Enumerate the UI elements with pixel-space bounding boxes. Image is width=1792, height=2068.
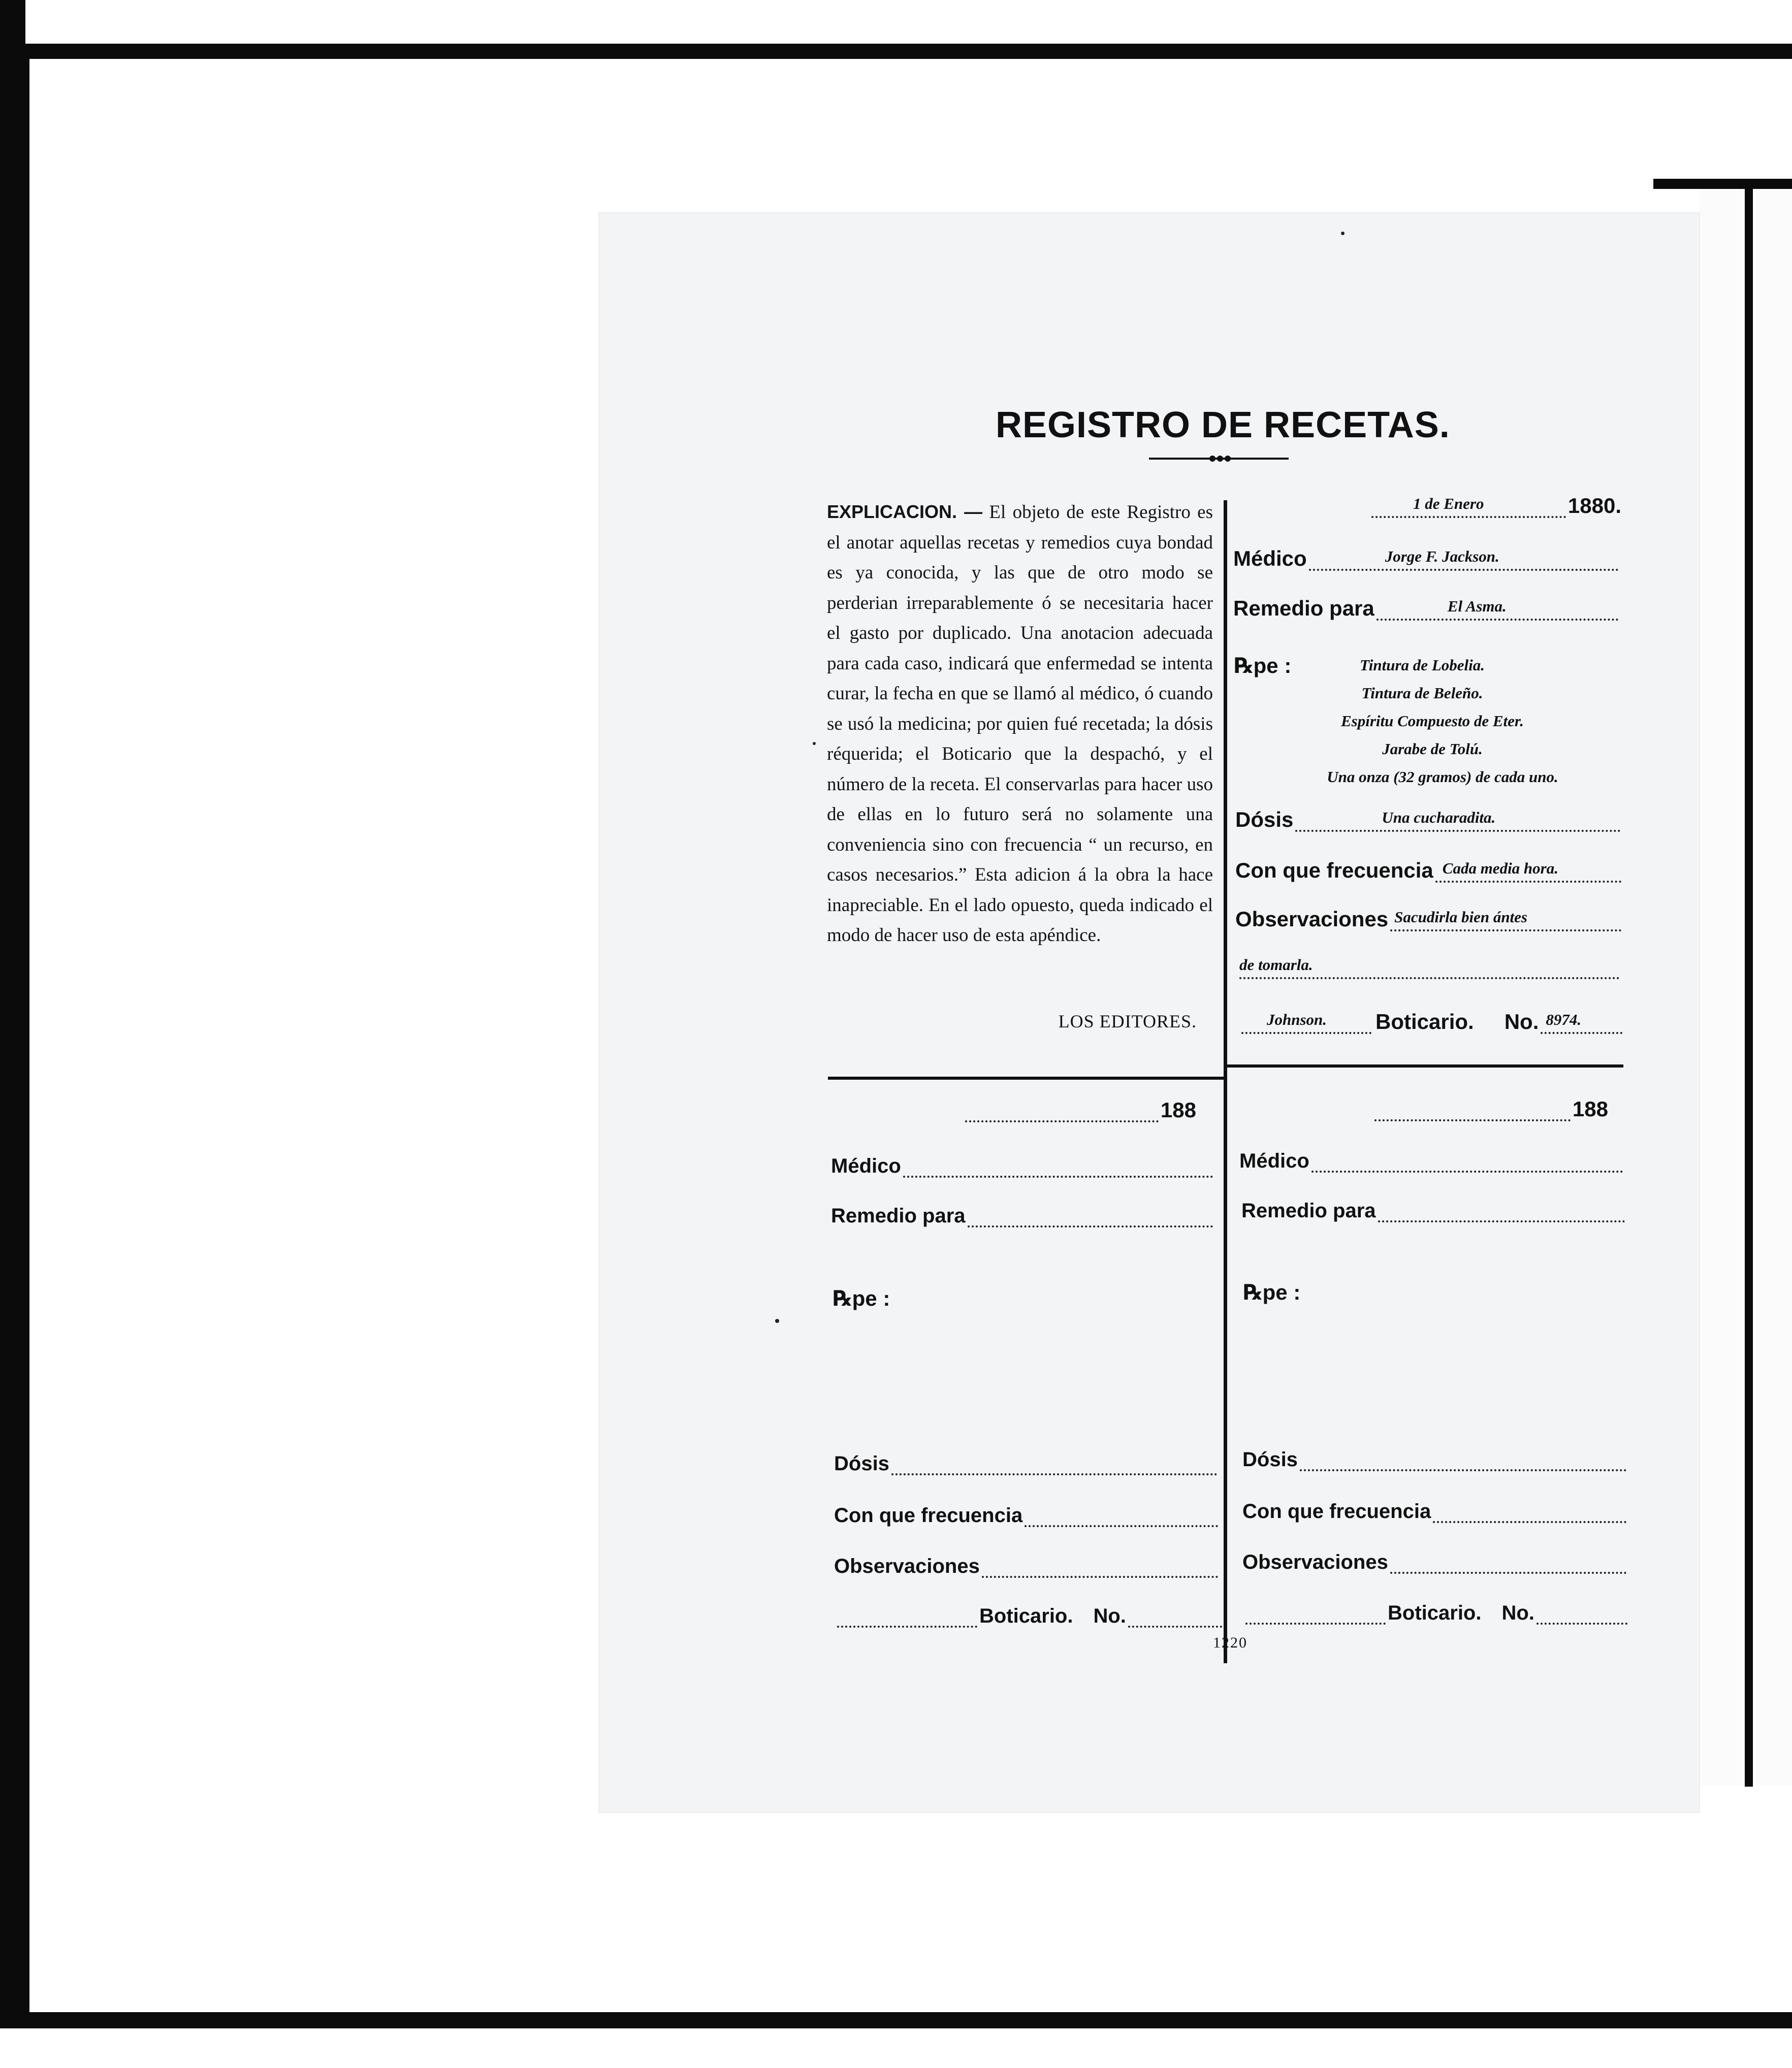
blank-right-rpe-label: ℞pe : (1243, 1280, 1301, 1304)
no-line (1541, 1011, 1622, 1034)
row-divider-right (1227, 1064, 1623, 1068)
filled-medico-field (1233, 546, 1618, 571)
blank-right-observaciones-field[interactable] (1242, 1551, 1626, 1574)
blank-right-observaciones-line[interactable] (1390, 1554, 1626, 1574)
page-title: REGISTRO DE RECETAS. (996, 405, 1450, 446)
filled-date-value: 1 de Enero (1413, 495, 1484, 512)
film-frame-bottom (0, 2012, 1792, 2028)
blank-left-boticario-field[interactable] (837, 1605, 1222, 1628)
explanation-lead: EXPLICACION. — (827, 501, 983, 522)
remedio-label: Remedio para (1233, 596, 1374, 620)
speck (813, 742, 816, 745)
blank-left-remedio-line[interactable] (968, 1207, 1213, 1227)
filled-dosis-field (1235, 807, 1620, 832)
explanation-text: El objeto de este Registro es el anotar aquellas recetas y remedios cuya bondad es ya conocida, y las que de otro modo se perderian irreparablemente ó se necesitaria hacer el gasto por duplicado. Una anotacion adecuada para cada caso, indicará que enfermedad se intenta curar, la fecha en que se llamó al médico, ó cuando se usó la medicina; por quien fué recetada; la dósis réquerida; el Boticario que la despachó, y el número de la receta. El conservarlas para hacer uso de ellas en lo futuro será no solamente una conveniencia sino con frecuencia “ un recurso, en casos necesarios.” Esta adicion á la obra la hace inapreciable. En el lado opuesto, queda indicado el modo de hacer uso de esta apéndice. (827, 502, 1213, 946)
remedio-value: El Asma. (1447, 597, 1507, 615)
blank-left-no-line[interactable] (1128, 1607, 1222, 1628)
filled-observaciones-continued (1239, 956, 1621, 979)
film-frame-left-inner (25, 59, 29, 2012)
observaciones-line-2 (1239, 956, 1619, 979)
filled-date-field (1371, 494, 1621, 518)
frecuencia-label: Con que frecuencia (1235, 858, 1433, 882)
blank-right-remedio-line[interactable] (1378, 1202, 1625, 1222)
blank-left-observaciones-line[interactable] (982, 1558, 1218, 1578)
rpe-line: Tintura de Lobelia. (1360, 656, 1485, 674)
film-frame-top (0, 44, 1792, 59)
blank-right-year-label: 188 (1572, 1097, 1608, 1121)
medico-value: Jorge F. Jackson. (1385, 547, 1499, 565)
blank-right-medico-line[interactable] (1311, 1152, 1623, 1173)
blank-left-observaciones-field[interactable] (834, 1555, 1218, 1578)
blank-left-medico-label: Médico (831, 1155, 901, 1177)
rpe-line: Jarabe de Tolú. (1382, 740, 1483, 758)
filled-boticario-field (1241, 1010, 1622, 1034)
blank-right-observaciones-label: Observaciones (1242, 1551, 1388, 1573)
boticario-value: Johnson. (1267, 1011, 1327, 1028)
boticario-label: Boticario. (1375, 1010, 1474, 1033)
blank-right-dosis-label: Dósis (1242, 1448, 1298, 1471)
blank-left-date-field[interactable] (965, 1098, 1196, 1122)
frecuencia-value: Cada media hora. (1442, 859, 1558, 877)
no-value: 8974. (1546, 1011, 1582, 1028)
rpe-line: Una onza (32 gramos) de cada uno. (1327, 768, 1558, 786)
blank-left-no-label: No. (1093, 1605, 1126, 1627)
blank-right-date-line[interactable] (1374, 1101, 1571, 1121)
medico-line (1309, 547, 1618, 571)
next-sheet-side-edge (1745, 187, 1753, 1787)
page-number: 1220 (1213, 1634, 1247, 1651)
blank-left-frecuencia-line[interactable] (1025, 1507, 1218, 1527)
blank-right-no-label: No. (1501, 1602, 1534, 1624)
blank-right-dosis-field[interactable] (1242, 1448, 1626, 1471)
film-frame-corner (0, 0, 25, 44)
dosis-label: Dósis (1235, 807, 1294, 831)
observaciones-label: Observaciones (1235, 907, 1389, 931)
blank-left-rpe-label: ℞pe : (833, 1286, 890, 1310)
filled-observaciones-field (1235, 907, 1621, 931)
blank-left-medico-line[interactable] (903, 1157, 1213, 1178)
blank-right-remedio-field[interactable] (1241, 1200, 1625, 1222)
title-ornament (1149, 455, 1289, 462)
blank-left-dosis-line[interactable] (891, 1455, 1217, 1475)
observaciones-value-2: de tomarla. (1239, 956, 1313, 974)
blank-right-no-line[interactable] (1537, 1604, 1627, 1625)
blank-left-dosis-field[interactable] (834, 1452, 1217, 1475)
row-divider-left (828, 1077, 1227, 1080)
blank-right-frecuencia-line[interactable] (1433, 1503, 1626, 1523)
filled-rpe-ingredients (1214, 651, 1651, 791)
dosis-value: Una cucharadita. (1382, 809, 1496, 826)
blank-left-year-label: 188 (1160, 1098, 1196, 1122)
filled-remedio-field (1233, 596, 1618, 621)
next-sheet-top-edge (1653, 179, 1792, 189)
medico-label: Médico (1233, 546, 1307, 570)
blank-left-medico-field[interactable] (831, 1155, 1213, 1178)
dosis-line (1295, 809, 1620, 832)
explanation-paragraph (827, 497, 1213, 951)
remedio-line (1377, 597, 1618, 621)
speck (1341, 232, 1345, 235)
blank-right-dosis-line[interactable] (1300, 1451, 1626, 1471)
blank-right-boticario-field[interactable] (1245, 1602, 1627, 1625)
blank-right-medico-label: Médico (1239, 1150, 1309, 1172)
blank-right-medico-field[interactable] (1239, 1150, 1623, 1173)
blank-left-observaciones-label: Observaciones (834, 1555, 980, 1577)
blank-right-boticario-line[interactable] (1245, 1604, 1386, 1625)
blank-right-remedio-label: Remedio para (1241, 1200, 1376, 1222)
filled-year-label: 1880. (1567, 494, 1621, 518)
film-frame-left (0, 44, 25, 2028)
rpe-line: Tintura de Beleño. (1361, 684, 1483, 702)
observaciones-line (1390, 908, 1621, 931)
blank-left-remedio-field[interactable] (831, 1205, 1213, 1227)
blank-left-frecuencia-label: Con que frecuencia (834, 1504, 1023, 1527)
blank-right-date-field[interactable] (1374, 1097, 1608, 1121)
blank-left-boticario-line[interactable] (837, 1607, 977, 1628)
boticario-line (1241, 1011, 1371, 1034)
blank-right-frecuencia-label: Con que frecuencia (1242, 1500, 1431, 1523)
blank-right-boticario-label: Boticario. (1388, 1602, 1482, 1624)
blank-left-frecuencia-field[interactable] (834, 1504, 1218, 1527)
filled-date-line (1371, 495, 1566, 518)
frecuencia-line (1435, 859, 1621, 883)
column-divider-bottom (1224, 1056, 1227, 1663)
editors-signature: LOS EDITORES. (1058, 1011, 1197, 1031)
blank-left-date-line[interactable] (965, 1102, 1159, 1122)
speck (775, 1319, 779, 1323)
no-label: No. (1504, 1010, 1539, 1033)
blank-left-dosis-label: Dósis (834, 1452, 889, 1475)
filled-rpe-label: ℞pe : (1234, 654, 1292, 677)
blank-left-boticario-label: Boticario. (979, 1605, 1073, 1627)
observaciones-value-1: Sacudirla bien ántes (1394, 908, 1527, 926)
blank-right-frecuencia-field[interactable] (1242, 1500, 1626, 1523)
blank-left-remedio-label: Remedio para (831, 1205, 966, 1227)
filled-frecuencia-field (1235, 858, 1621, 883)
rpe-line: Espíritu Compuesto de Eter. (1340, 712, 1524, 730)
